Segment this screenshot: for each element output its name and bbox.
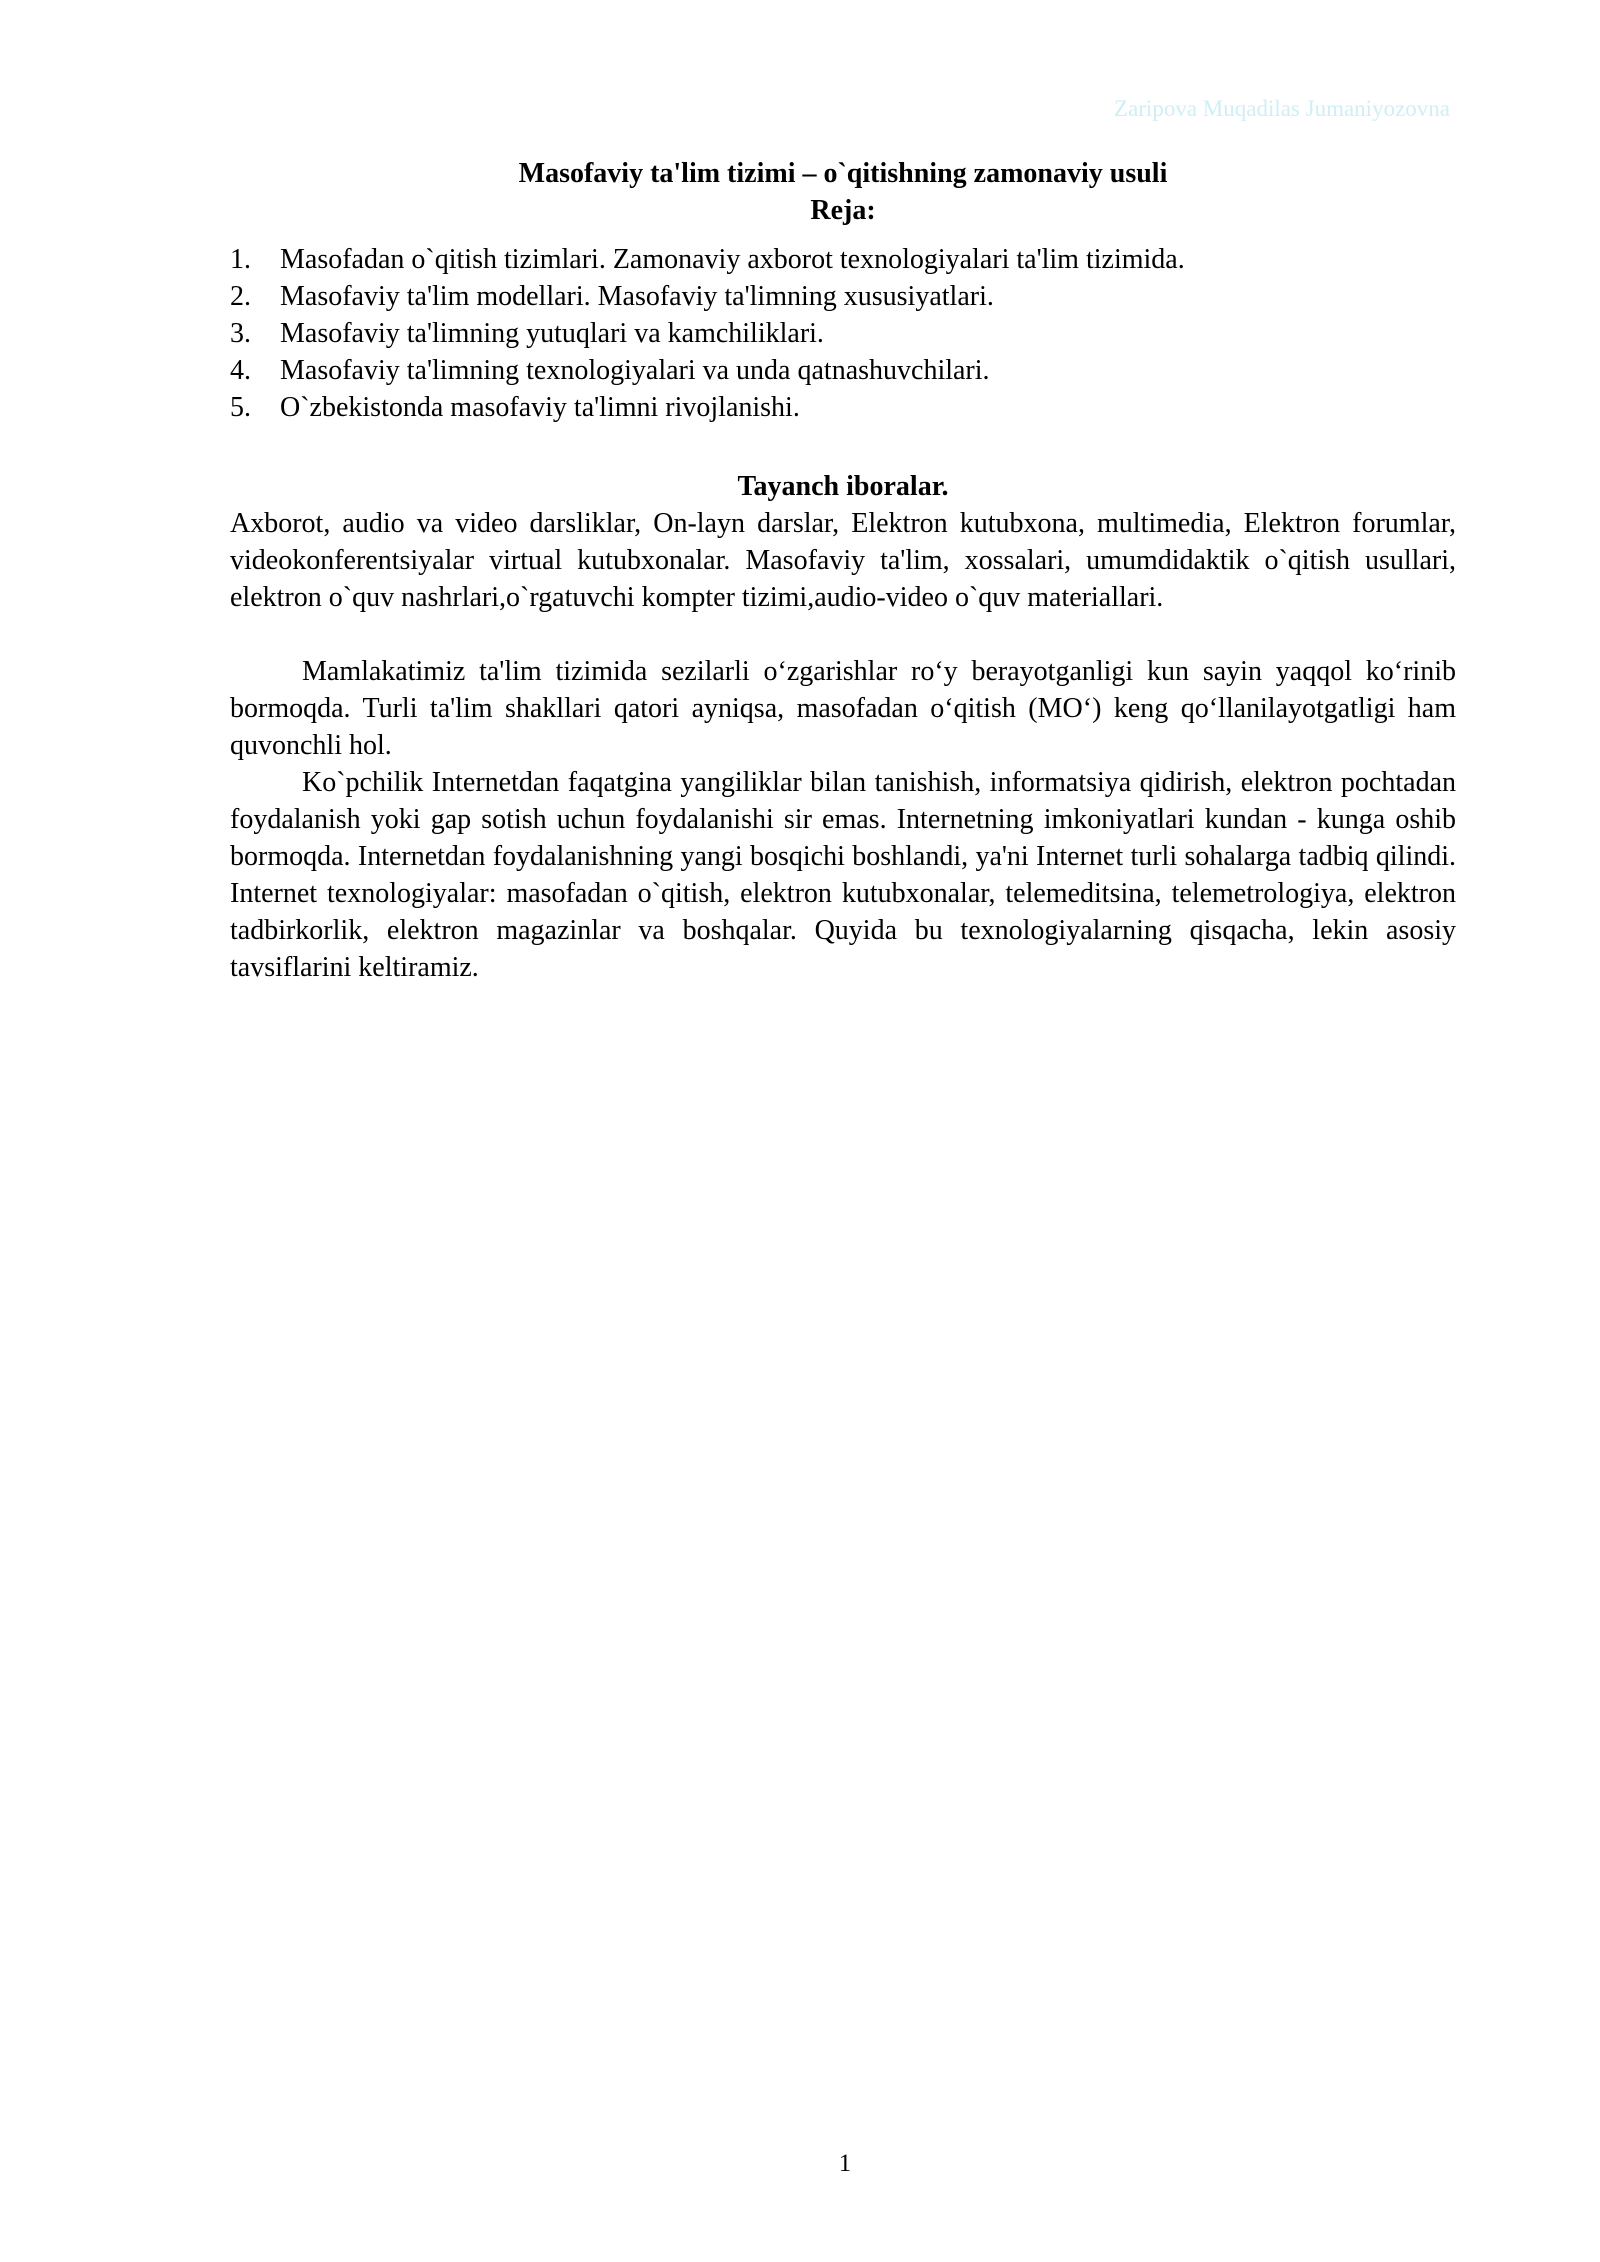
plan-item-number: 5. <box>230 392 251 423</box>
body-paragraph-1: Mamlakatimiz ta'lim tizimida sezilarli o‘zgarishlar ro‘y berayotganligi kun sayin yaqqol ko‘rinib bormoqda. Turli ta'lim shakllari qatori ayniqsa, masofadan o‘qitish (MO‘) keng qo‘llanilayotgatligi ham quvonchli hol. <box>230 656 1456 761</box>
keywords-paragraph: Axborot, audio va video darsliklar, On-layn darslar, Elektron kutubxona, multimedia, Elektron forumlar, videokonferentsiyalar virtual kutubxonalar. Masofaviy ta'lim, xossalari, umumdidaktik o`qitish usullari, elektron o`quv nashrlari,o`rgatuvchi kompter tizimi,audio-video o`quv materiallari. <box>230 508 1456 613</box>
body-paragraph-2: Ko`pchilik Internetdan faqatgina yangiliklar bilan tanishish, informatsiya qidirish, elektron pochtadan foydalanish yoki gap sotish uchun foydalanishi sir emas. Internetning imkoniyatlari kundan - kunga oshib bormoqda. Internetdan foydalanishning yangi bosqichi boshlandi, ya'ni Internet turli sohalarga tadbiq qilindi. Internet texnologiyalar: masofadan o`qitish, elektron kutubxonalar, telemeditsina, telemetrologiya, elektron tadbirkorlik, elektron magazinlar va boshqalar. Quyida bu texnologiyalarning qisqacha, lekin asosiy tavsiflarini keltiramiz. <box>230 767 1456 983</box>
plan-item-text: Masofaviy ta'lim modellari. Masofaviy ta'limning xususiyatlari. <box>280 281 994 312</box>
plan-item-text: Masofadan o`qitish tizimlari. Zamonaviy axborot texnologiyalari ta'lim tizimida. <box>280 244 1185 275</box>
document-body <box>230 155 1456 986</box>
plan-item-text: O`zbekistonda masofaviy ta'limni rivojlanishi. <box>280 392 800 423</box>
plan-item <box>230 315 1456 352</box>
plan-item <box>230 241 1456 278</box>
plan-item-text: Masofaviy ta'limning texnologiyalari va unda qatnashuvchilari. <box>280 355 990 386</box>
plan-item-number: 1. <box>230 244 251 275</box>
plan-item <box>230 352 1456 389</box>
document-title: Masofaviy ta'lim tizimi – o`qitishning zamonaviy usuli <box>518 158 1168 189</box>
author-watermark: Zaripova Muqadilas Jumaniyozovna <box>1114 96 1450 121</box>
page-number: 1 <box>838 2150 852 2177</box>
plan-item <box>230 278 1456 315</box>
plan-item-number: 3. <box>230 318 251 349</box>
plan-item <box>230 389 1456 426</box>
plan-item-number: 2. <box>230 281 251 312</box>
keywords-heading: Tayanch iboralar. <box>737 471 949 502</box>
plan-heading: Reja: <box>810 195 876 226</box>
plan-item-number: 4. <box>230 355 251 386</box>
plan-list <box>230 241 1456 426</box>
plan-item-text: Masofaviy ta'limning yutuqlari va kamchiliklari. <box>280 318 824 349</box>
